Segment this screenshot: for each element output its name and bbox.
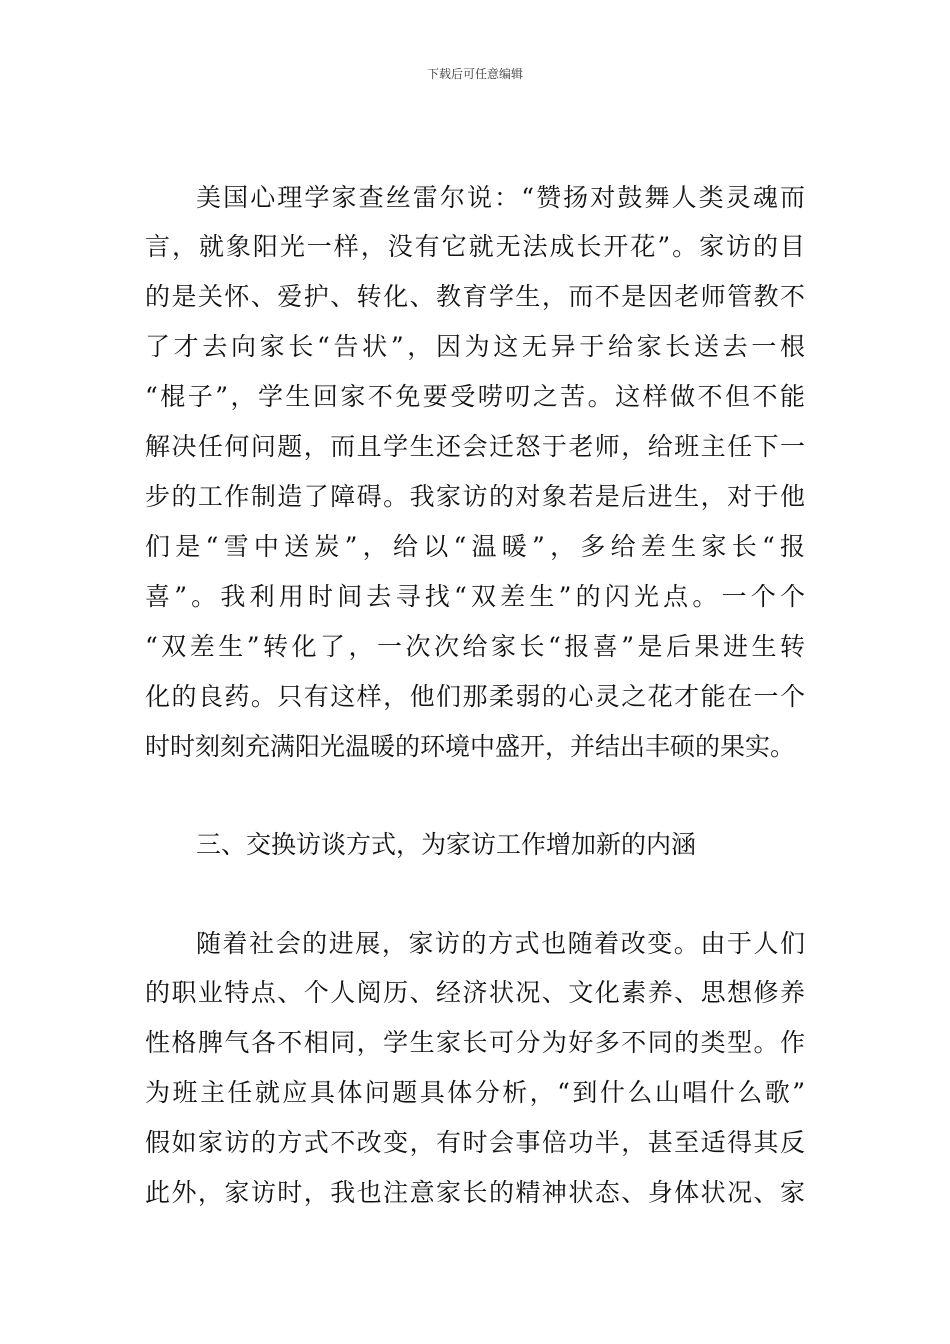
paragraph-line: 美国心理学家查丝雷尔说：“赞扬对鼓舞人类灵魂而 [196, 183, 805, 212]
paragraph-line: 的职业特点、个人阅历、经济状况、文化素养、思想修养 [145, 978, 805, 1007]
paragraph-line: 喜”。我利用时间去寻找“双差生”的闪光点。一个个 [145, 582, 805, 611]
paragraph-line: 时时刻刻充满阳光温暖的环境中盛开，并结出丰硕的果实。 [145, 732, 796, 761]
paragraph-line: 性格脾气各不相同，学生家长可分为好多不同的类型。作 [145, 1028, 805, 1057]
section-heading: 三、交换访谈方式，为家访工作增加新的内涵 [196, 830, 697, 859]
paragraph-line: 的是关怀、爱护、转化、教育学生，而不是因老师管教不 [145, 282, 805, 311]
page-header: 下载后可任意编辑 [426, 67, 523, 81]
paragraph-line: 言，就象阳光一样，没有它就无法成长开花”。家访的目 [145, 232, 805, 261]
paragraph-line: 了才去向家长“告状”，因为这无异于给家长送去一根 [145, 332, 805, 361]
paragraph-line: 步的工作制造了障碍。我家访的对象若是后进生，对于他 [145, 482, 805, 511]
paragraph-line: 为班主任就应具体问题具体分析，“到什么山唱什么歌” [145, 1078, 805, 1107]
paragraph-line: 假如家访的方式不改变，有时会事倍功半，甚至适得其反 [145, 1128, 805, 1157]
paragraph-line: 们是“雪中送炭”，给以“温暖”，多给差生家长“报 [145, 532, 805, 561]
paragraph-line: 此外，家访时，我也注意家长的精神状态、身体状况、家 [145, 1178, 805, 1207]
paragraph-line: 化的良药。只有这样，他们那柔弱的心灵之花才能在一个 [145, 682, 805, 711]
paragraph-line: “棍子”，学生回家不免要受唠叨之苦。这样做不但不能 [145, 382, 805, 411]
paragraph-line: 解决任何问题，而且学生还会迁怒于老师，给班主任下一 [145, 432, 805, 461]
paragraph-line: 随着社会的进展，家访的方式也随着改变。由于人们 [196, 929, 805, 958]
paragraph-line: “双差生”转化了，一次次给家长“报喜”是后果进生转 [145, 632, 805, 661]
